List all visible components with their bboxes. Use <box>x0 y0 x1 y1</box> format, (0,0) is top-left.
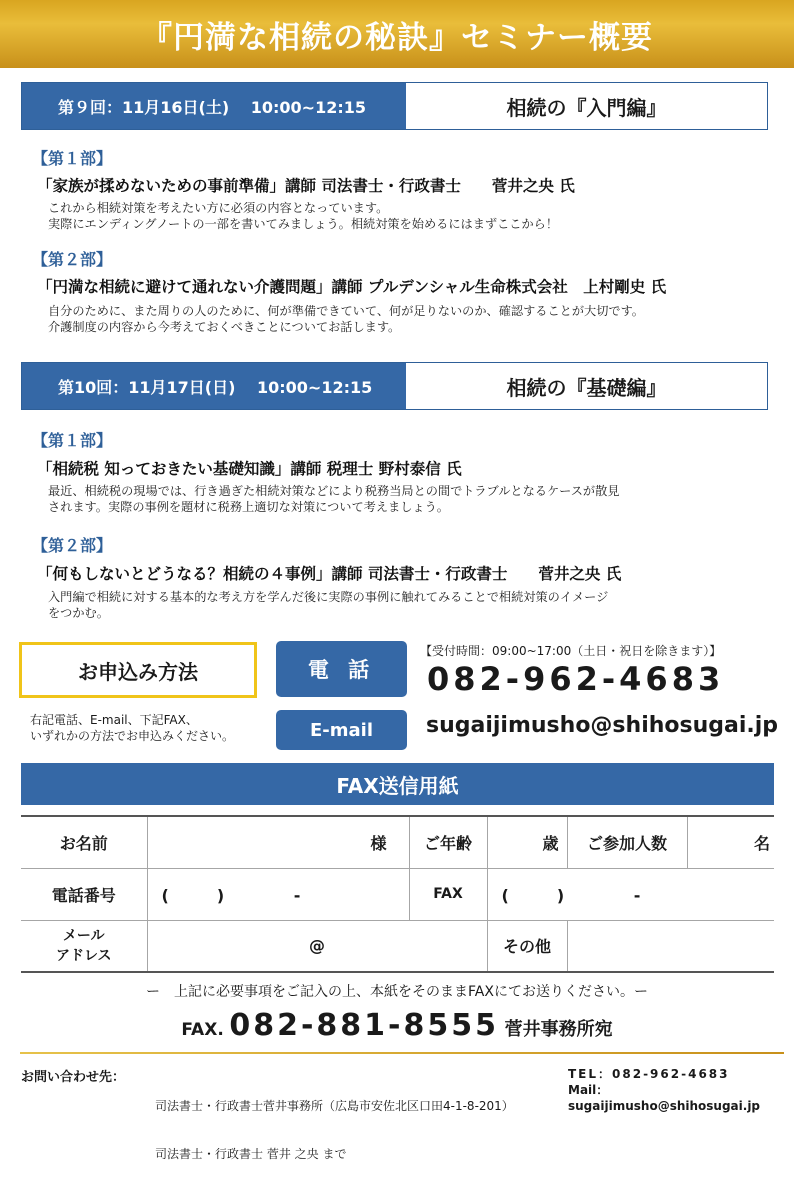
email-label: E-mail <box>276 710 407 750</box>
table-row <box>21 868 774 920</box>
session-10-part-2-lecture: 「何もしないとどうなる？相続の４事例」講師 司法書士・行政書士 菅井之央 氏 <box>37 565 622 583</box>
other-label: その他 <box>487 920 567 972</box>
session-10-part-2-desc: 入門編で相続に対する基本的な考え方を学んだ後に実際の事例に触れてみることで相続対策のイメージ をつかむ。 <box>48 590 609 620</box>
fax-destination: 菅井事務所宛 <box>504 1019 613 1040</box>
session-9-part-2-lecture: 「円満な相続に避けて通れない介護問題」講師 プルデンシャル生命株式会社 上村剛史 氏 <box>37 278 667 296</box>
session-9-part-1-desc: これから相続対策を考えたい方に必須の内容となっています。 実際にエンディングノートの一部を書いてみましょう。相続対策を始めるにはまずここから！ <box>48 201 559 231</box>
other-field[interactable] <box>567 920 774 972</box>
mail-field[interactable]: @ <box>147 920 487 972</box>
phone-field[interactable]: ( ) - <box>147 868 409 920</box>
tel-label: 電 話 <box>276 641 407 697</box>
session-9-header <box>21 82 768 130</box>
contact-info <box>568 1066 794 1114</box>
contact-mail[interactable]: Mail：sugaijimusho@shihosugai.jp <box>568 1083 761 1113</box>
fax-instructions: ー 上記に必要事項をご記入の上、本紙をそのままFAXにてお送りください。ー <box>146 984 648 1000</box>
contact-title: お問い合わせ先： <box>21 1070 126 1085</box>
session-10-part-1-label: 【第１部】 <box>32 431 113 450</box>
age-field[interactable]: 歳 <box>487 816 567 868</box>
phone-number[interactable]: 082-962-4683 <box>427 660 725 698</box>
session-10-part-1-desc: 最近、相続税の現場では、行き過ぎた相続対策などにより税務当局との間でトラブルとなるケースが散見 されます。実際の事例を題材に税務上適切な対策について考えましょう。 <box>48 484 620 514</box>
session-9-part-2-label: 【第２部】 <box>32 250 113 269</box>
phone-label: 電話番号 <box>21 868 147 920</box>
participants-label: ご参加人数 <box>567 816 687 868</box>
name-field[interactable]: 様 <box>147 816 409 868</box>
fax-form-header: FAX送信用紙 <box>21 763 774 805</box>
session-9-theme: 相続の『入門編』 <box>406 83 767 129</box>
apply-heading: お申込み方法 <box>19 642 257 698</box>
fax-field[interactable]: ( ) - <box>487 868 774 920</box>
age-label: ご年齢 <box>409 816 487 868</box>
session-10-part-2-label: 【第２部】 <box>32 536 113 555</box>
name-label: お名前 <box>21 816 147 868</box>
contact-address: 司法書士・行政書士菅井事務所（広島市安佐北区口田4-1-8-201） 司法書士・行政書士 菅井 之央 まで <box>155 1099 514 1161</box>
apply-note: 右記電話、E-mail、下記FAX、 いずれかの方法でお申込みください。 <box>30 713 235 743</box>
session-9-part-2-desc: 自分のために、また周りの人のために、何が準備できていて、何が足りないのか、確認することが大切です。 介護制度の内容から今考えておくべきことについてお話します。 <box>48 304 644 334</box>
fax-number[interactable]: 082-881-8555 <box>229 1008 500 1043</box>
table-row <box>21 816 774 868</box>
email-address[interactable]: sugaijimusho@shihosugai.jp <box>426 713 779 738</box>
session-10-header <box>21 362 768 410</box>
page-title: 『円満な相続の秘訣』セミナー概要 <box>0 0 794 68</box>
session-10-date: 第10回：11月17日(日) 10:00~12:15 <box>22 363 406 409</box>
mail-label: メール アドレス <box>21 920 147 972</box>
participants-field[interactable]: 名 <box>687 816 774 868</box>
reception-hours: 【受付時間：09:00~17:00（土日・祝日を除きます）】 <box>420 644 722 658</box>
session-9-date: 第９回：11月16日(土) 10:00~12:15 <box>22 83 406 129</box>
fax-form-table <box>21 815 774 973</box>
session-10-part-1-lecture: 「相続税 知っておきたい基礎知識」講師 税理士 野村泰信 氏 <box>37 460 462 478</box>
session-9-part-1-label: 【第１部】 <box>32 149 113 168</box>
fax-number-line <box>0 1008 794 1043</box>
contact-tel[interactable]: TEL：082-962-4683 <box>568 1067 730 1081</box>
fax-label: FAX <box>409 868 487 920</box>
table-row <box>21 920 774 972</box>
session-9-part-1-lecture: 「家族が揉めないための事前準備」講師 司法書士・行政書士 菅井之央 氏 <box>37 177 575 195</box>
session-10-theme: 相続の『基礎編』 <box>406 363 767 409</box>
footer-divider <box>20 1052 784 1054</box>
fax-number-label: FAX. <box>181 1020 224 1040</box>
